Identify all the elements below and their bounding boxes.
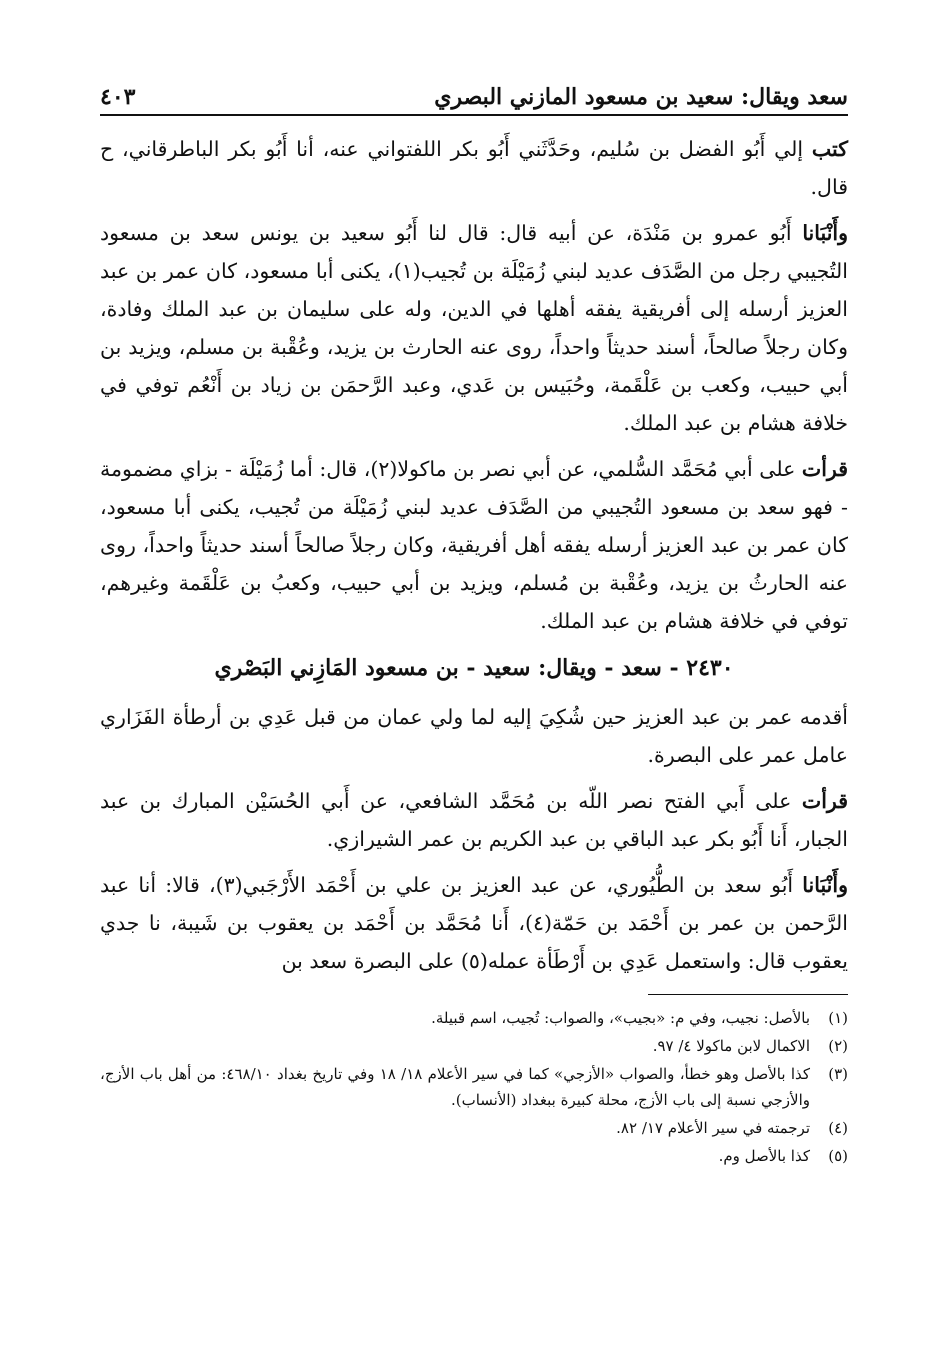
paragraph	[100, 782, 848, 858]
paragraph-lead: وأَنْبَانا	[802, 873, 848, 897]
paragraph-text: على أَبي الفتح نصر اللّه بن مُحَمَّد الشافعي، عن أَبي الحُسَيْن المبارك بن عبد الجبار، أَنا أَبُو بكر عبد الباقي بن عبد الكريم بن عمر الشيرازي.	[100, 789, 848, 851]
paragraph-text: إلي أَبُو الفضل بن سُليم، وحَدَّثَني أَبُو بكر اللفتواني عنه، أنا أَبُو بكر الباطرقاني، ح قال.	[100, 137, 848, 199]
footnote-number: (٤)	[828, 1119, 848, 1137]
footnote-number: (٥)	[828, 1147, 848, 1165]
paragraph-text: على أبي مُحَمَّد السُّلمي، عن أبي نصر بن ماكولا(٢)، قال: أما زُمَيْلَة - بزاي مضمومة - فهو سعد بن مسعود التُجيبي من الصَّدَف عديد لبني زُمَيْلَة من تُجيب، يكنى أبا مسعود، كان عمر بن عبد العزيز أرسله يفقه أهل أفريقية، وكان رجلاً صالحاً أسند حديثاً واحداً، روى عنه الحارثُ بن يزيد، وعُقْبة بن مُسلم، ويزيد بن أبي حبيب، وكعبُ بن عَلْقَمة وغيرهم، توفي في خلافة هشام بن عبد الملك.	[100, 457, 848, 633]
paragraph-lead: كتب	[811, 137, 848, 161]
footnotes	[100, 1005, 848, 1169]
paragraph-text: أَبُو سعد بن الطُّيُوري، عن عبد العزيز بن علي بن أَحْمَد الأَرْجَبي(٣)، قالا: أنا عبد الرَّحمن بن عمر بن أَحْمَد بن حَمّة(٤)، أَنا مُحَمَّد بن أَحْمَد بن يعقوب بن شَيبة، نا جدي يعقوب قال: واستعمل عَدِي بن أَرْطَأة عمله(٥) على البصرة سعد بن	[100, 873, 848, 973]
footnote	[100, 1115, 848, 1141]
footnote-number: (٢)	[828, 1037, 848, 1055]
paragraph-text: أقدمه عمر بن عبد العزيز حين شُكِيَ إليه لما ولي عمان من قبل عَدِي بن أرطأة الفَزَاري عامل عمر على البصرة.	[100, 705, 848, 767]
footnote	[100, 1143, 848, 1169]
footnote-text: الاكمال لابن ماكولا ٤/ ٩٧.	[652, 1037, 810, 1055]
main-text	[100, 130, 848, 980]
paragraph	[100, 866, 848, 980]
footnote-text: كذا بالأصل وم.	[718, 1147, 810, 1165]
page-number: ٤٠٣	[100, 84, 136, 110]
paragraph	[100, 214, 848, 442]
paragraph-lead: قرأت	[801, 789, 848, 813]
page-header	[100, 70, 848, 116]
footnote-separator	[648, 994, 848, 995]
footnote-text: كذا بالأصل وهو خطأ، والصواب «الأزجي» كما في سير الأعلام ١٨/ ١٨ وفي تاريخ بغداد ٤٦٨/١٠: من أهل باب الأزج، والأزجي نسبة إلى باب الأزج، محلة كبيرة ببغداد (الأنساب).	[100, 1065, 810, 1109]
footnote	[100, 1061, 848, 1113]
footnote-text: ترجمته في سير الأعلام ١٧/ ٨٢.	[616, 1119, 810, 1137]
paragraph	[100, 450, 848, 640]
footnote	[100, 1005, 848, 1031]
paragraph	[100, 698, 848, 774]
paragraph-lead: وأَنْبَانا	[802, 221, 848, 245]
paragraph-text: أَبُو عمرو بن مَنْدَة، عن أبيه قال: قال لنا أَبُو سعيد بن يونس سعد بن مسعود التُجيبي رجل من الصَّدَف عديد لبني زُمَيْلَة بن تُجيب(١)، يكنى أبا مسعود، كان عمر بن عبد العزيز أرسله إلى أفريقية يفقه أهلها في الدين، وله على سليمان بن عبد الملك وفادة، وكان رجلاً صالحاً، أسند حديثاً واحداً، روى عنه الحارث بن يزيد، وعُقْبة بن مسلم، ويزيد بن أبي حبيب، وكعب بن عَلْقَمة، وحُبَيس بن عَدي، وعبد الرَّحمَن بن زياد بن أَنْعُم توفي في خلافة هشام بن عبد الملك.	[100, 221, 848, 435]
paragraph-lead: قرأت	[801, 457, 848, 481]
entry-title: ٢٤٣٠ - سعد - ويقال: سعيد - بن مسعود المَازِني البَصْري	[214, 655, 734, 681]
footnote	[100, 1033, 848, 1059]
running-title: سعد ويقال: سعيد بن مسعود المازني البصري	[434, 84, 848, 110]
book-page	[100, 70, 848, 1171]
footnote-number: (٣)	[828, 1065, 848, 1083]
paragraph	[100, 130, 848, 206]
footnote-text: بالأصل: نجيب، وفي م: «بجيب»، والصواب: تُجيب، اسم قبيلة.	[431, 1009, 810, 1027]
footnote-number: (١)	[828, 1009, 848, 1027]
